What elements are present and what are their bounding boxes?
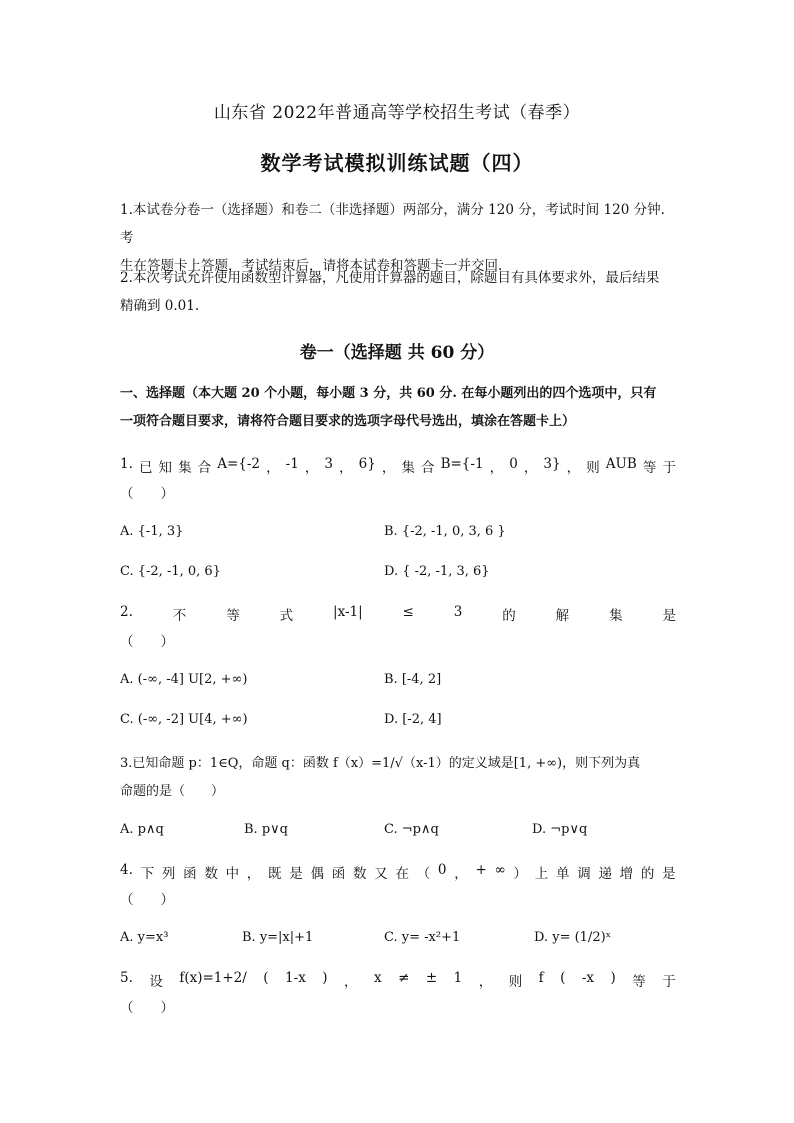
section-description (120, 380, 680, 436)
stem-token: ≤ (402, 604, 414, 620)
stem-token: 单 (555, 866, 570, 882)
stem-token: 2. (120, 604, 133, 620)
stem-token: 是 (662, 608, 676, 624)
stem-token: ， (489, 460, 504, 476)
question-3-option-a: A. p∧q (120, 822, 164, 837)
stem-token: 1. (120, 456, 133, 472)
stem-token: 于 (662, 460, 676, 476)
question-2-paren: （ ） (120, 634, 174, 650)
stem-token: f(x)=1+2/ (179, 970, 247, 986)
stem-token: ≠ (398, 970, 410, 986)
stem-token: 上 (534, 866, 549, 882)
stem-token: 增 (619, 866, 634, 882)
stem-token: 合 (197, 460, 212, 476)
stem-token: 中 (225, 866, 240, 882)
stem-token: 3 (453, 604, 463, 620)
stem-token: ， (478, 974, 493, 990)
question-1-option-b: B. {-2, -1, 0, 3, 6 } (384, 524, 506, 539)
stem-token: f (538, 970, 544, 986)
stem-token: 集 (178, 460, 192, 476)
question-2-stem (120, 604, 676, 624)
stem-token: 又 (374, 866, 388, 882)
question-1-stem (120, 456, 676, 476)
stem-token: 解 (555, 608, 570, 624)
stem-token: 是 (289, 866, 303, 882)
stem-token: ( (560, 970, 566, 986)
stem-token: 数 (204, 866, 218, 882)
stem-token: 知 (158, 460, 173, 476)
question-3-line-1: 3.已知命题 p：1∈Q，命题 q：函数 f（x）=1/√（x-1）的定义域是[1, +∞)，则下列为真 (120, 756, 641, 771)
stem-token: 式 (279, 608, 294, 624)
stem-token: -1 (285, 456, 299, 472)
stem-token: 既 (268, 866, 282, 882)
question-2-option-a: A. (-∞, -4] U[2, +∞) (120, 672, 248, 687)
question-2-option-d: D. [-2, 4] (384, 712, 442, 727)
stem-token: 等 (226, 608, 240, 624)
stem-token: 设 (149, 974, 163, 990)
stem-token: 0 (437, 862, 447, 878)
stem-token: （ (416, 866, 431, 882)
stem-token: 4. (120, 862, 133, 878)
question-4-option-a: A. y=x³ (120, 930, 169, 945)
question-5-stem (120, 970, 676, 990)
stem-token: 下 (140, 866, 155, 882)
stem-token: ， (304, 460, 319, 476)
question-4-option-c: C. y= -x²+1 (384, 930, 461, 945)
stem-token: 列 (161, 866, 176, 882)
stem-token: ， (339, 460, 353, 476)
instruction-2-line-1: 2.本次考试允许使用函数型计算器，凡使用计算器的题目，除题目有具体要求外，最后结果 (120, 270, 660, 286)
stem-token: 等 (632, 974, 646, 990)
stem-token: ( (263, 970, 269, 986)
stem-token: ∞ (494, 862, 506, 878)
question-1-option-a: A. {-1, 3} (120, 524, 184, 539)
stem-token: ， (344, 974, 358, 990)
stem-token: ， (246, 866, 261, 882)
stem-token: 的 (502, 608, 516, 624)
stem-token: 3} (543, 456, 561, 472)
stem-token: AUB (605, 456, 637, 472)
stem-token: 5. (120, 970, 133, 986)
question-3-option-d: D. ¬p∨q (532, 822, 588, 837)
question-2-option-c: C. (-∞, -2] U[4, +∞) (120, 712, 248, 727)
stem-token: A={-2 (217, 456, 261, 472)
stem-token: ) (610, 970, 616, 986)
instruction-1-line-1: 1.本试卷分卷一（选择题）和卷二（非选择题）两部分，满分 120 分，考试时间 120 分钟. 考 (120, 202, 665, 246)
stem-token: 函 (331, 866, 346, 882)
instruction-2 (120, 264, 680, 320)
question-4-paren: （ ） (120, 892, 174, 908)
stem-token: 不 (172, 608, 187, 624)
question-4-option-b: B. y=|x|+1 (242, 930, 314, 945)
stem-token: B={-1 (440, 456, 484, 472)
stem-token: 是 (662, 866, 676, 882)
stem-token: 1 (453, 970, 463, 986)
exam-header-title: 山东省 2022年普通高等学校招生考试（春季） (213, 103, 581, 123)
stem-token: 合 (421, 460, 435, 476)
stem-token: ± (425, 970, 438, 986)
question-4-option-d: D. y= (1/2)ˣ (534, 930, 612, 945)
stem-token: 3 (324, 456, 334, 472)
stem-token: 的 (640, 866, 655, 882)
stem-token: -x (581, 970, 595, 986)
stem-token: 则 (586, 460, 600, 476)
question-1-option-d: D. { -2, -1, 3, 6} (384, 564, 490, 579)
question-1-option-c: C. {-2, -1, 0, 6} (120, 564, 221, 579)
stem-token: 已 (138, 460, 153, 476)
stem-token: ， (523, 460, 538, 476)
stem-token: 偶 (310, 866, 324, 882)
stem-token: ） (513, 866, 527, 882)
question-2-option-b: B. [-4, 2] (384, 672, 442, 687)
section-title: 卷一（选择题 共 60 分） (299, 343, 495, 363)
section-description-line-2: 一项符合题目要求，请将符合题目要求的选项字母代号选出，填涂在答题卡上） (120, 414, 576, 429)
stem-token: ， (454, 866, 468, 882)
instruction-2-line-2: 精确到 0.01. (120, 298, 200, 314)
stem-token: 在 (395, 866, 409, 882)
question-4-stem (120, 862, 676, 882)
stem-token: 集 (401, 460, 415, 476)
stem-token: 1-x (285, 970, 306, 986)
stem-token: 集 (609, 608, 623, 624)
stem-token: |x-1| (333, 604, 363, 620)
stem-token: + (475, 862, 487, 878)
stem-token: 则 (508, 974, 523, 990)
stem-token: 函 (183, 866, 197, 882)
question-1-paren: （ ） (120, 486, 174, 502)
stem-token: 6} (358, 456, 376, 472)
stem-token: 于 (662, 974, 676, 990)
stem-token: 递 (598, 866, 612, 882)
stem-token: ， (381, 460, 396, 476)
question-3-option-b: B. p∨q (244, 822, 288, 837)
instruction-1-line-2: 生在答题卡上答题，考试结束后，请将本试卷和答题卡一并交回. (120, 258, 503, 274)
stem-token: ) (322, 970, 328, 986)
stem-token: ， (566, 460, 581, 476)
question-5-paren: （ ） (120, 1000, 174, 1016)
stem-token: ， (266, 460, 280, 476)
question-3-line-2: 命题的是（ ） (120, 784, 225, 799)
stem-token: 调 (577, 866, 591, 882)
question-3-option-c: C. ¬p∧q (384, 822, 439, 837)
stem-token: 0 (509, 456, 518, 472)
exam-subtitle: 数学考试模拟训练试题（四） (260, 151, 534, 175)
stem-token: 等 (642, 460, 657, 476)
stem-token: x (374, 970, 382, 986)
section-description-line-1: 一、选择题（本大题 20 个小题，每小题 3 分，共 60 分. 在每小题列出的四个选项中，只有 (120, 386, 657, 401)
stem-token: 数 (352, 866, 367, 882)
